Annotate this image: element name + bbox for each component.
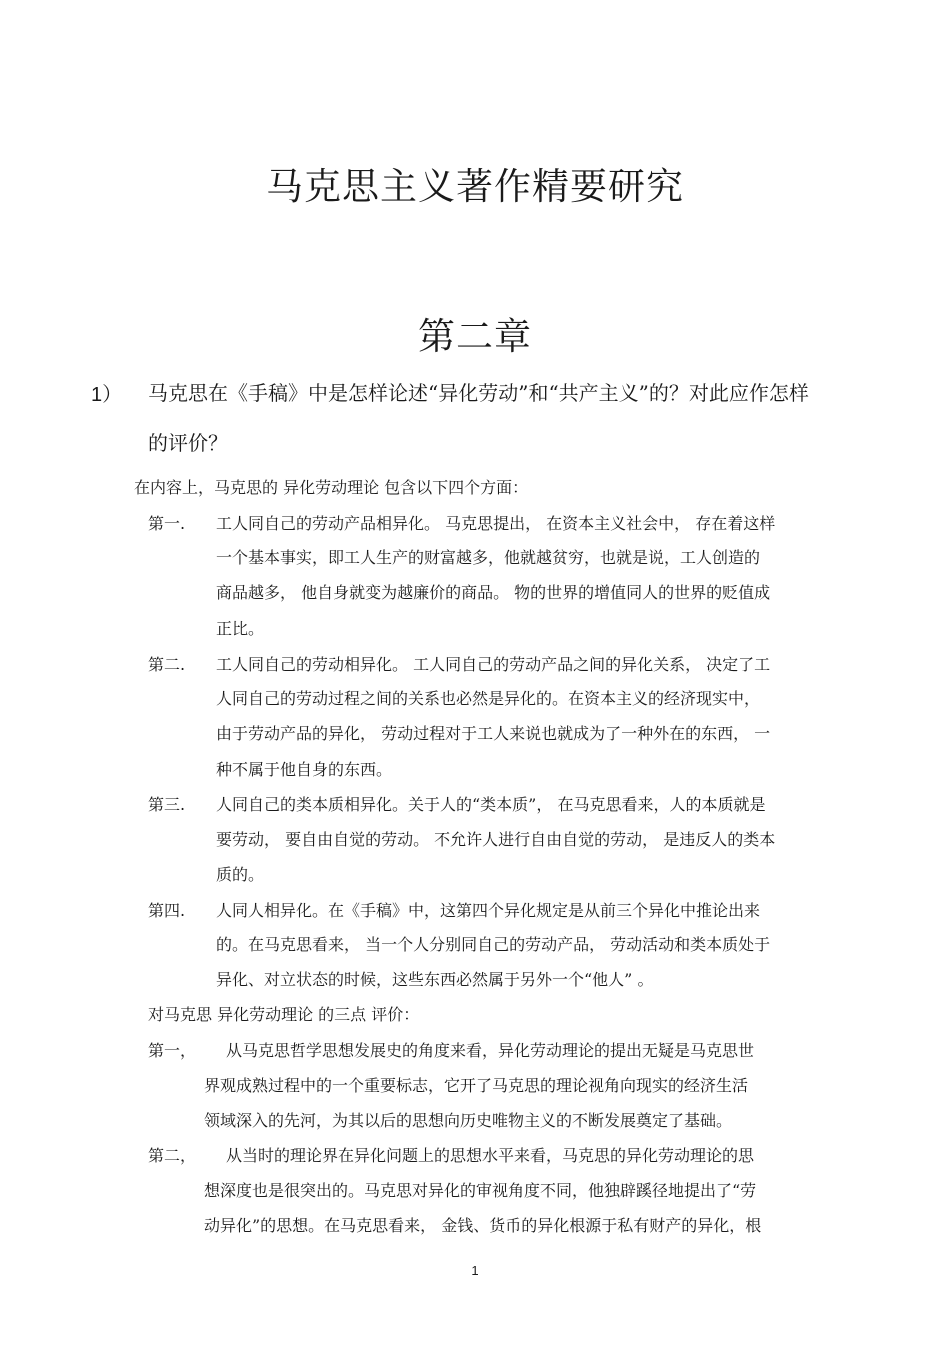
- aspect-label: 第三.: [148, 795, 186, 814]
- intro-text: 在内容上，马克思的 异化劳动理论 包含以下四个方面：: [134, 478, 529, 497]
- aspect-line: 人同人相异化。在《手稿》中，这第四个异化规定是从前三个异化中推论出来: [216, 901, 761, 920]
- aspect-line: 种不属于他自身的东西。: [216, 760, 393, 779]
- aspect-line: 一个基本事实，即工人生产的财富越多，他就越贫穷，也就是说，工人创造的: [216, 548, 761, 567]
- aspect-label: 第一.: [148, 514, 186, 533]
- aspect-line: 由于劳动产品的异化， 劳动过程对于工人来说也就成为了一种外在的东西， 一: [216, 724, 771, 743]
- question-line: 马克思在《手稿》中是怎样论述“异化劳动”和“共产主义”的？对此应作怎样: [148, 381, 809, 405]
- aspect-line: 人同自己的劳动过程之间的关系也必然是异化的。在资本主义的经济现实中，: [216, 689, 761, 708]
- aspect-label: 第二.: [148, 655, 186, 674]
- evaluation-line: 从马克思哲学思想发展史的角度来看，异化劳动理论的提出无疑是马克思世: [226, 1041, 755, 1060]
- evaluation-line: 动异化”的思想。在马克思看来， 金钱、货币的异化根源于私有财产的异化，根: [204, 1216, 762, 1235]
- evaluation-line: 想深度也是很突出的。马克思对异化的审视角度不同，他独辟蹊径地提出了“劳: [204, 1181, 757, 1200]
- aspect-line: 质的。: [216, 865, 265, 884]
- aspect-line: 异化、对立状态的时候，这些东西必然属于另外一个“他人” 。: [216, 970, 654, 989]
- chapter-heading: 第二章: [418, 315, 532, 358]
- evaluation-intro: 对马克思 异化劳动理论 的三点 评价：: [148, 1005, 420, 1024]
- question-line: 的评价？: [148, 431, 228, 455]
- aspect-line: 工人同自己的劳动产品相异化。 马克思提出， 在资本主义社会中， 存在着这样: [216, 514, 776, 533]
- evaluation-line: 领域深入的先河，为其以后的思想向历史唯物主义的不断发展奠定了基础。: [204, 1111, 733, 1130]
- aspect-line: 工人同自己的劳动相异化。 工人同自己的劳动产品之间的异化关系， 决定了工: [216, 655, 771, 674]
- evaluation-line: 界观成熟过程中的一个重要标志，它开了马克思的理论视角向现实的经济生活: [204, 1076, 749, 1095]
- aspect-line: 人同自己的类本质相异化。关于人的“类本质”， 在马克思看来，人的本质就是: [216, 795, 766, 814]
- page-number: 1: [471, 1263, 479, 1278]
- aspect-label: 第四.: [148, 901, 186, 920]
- evaluation-line: 从当时的理论界在异化问题上的思想水平来看，马克思的异化劳动理论的思: [226, 1146, 755, 1165]
- evaluation-label: 第一，: [148, 1041, 197, 1060]
- aspect-line: 要劳动， 要自由自觉的劳动。 不允许人进行自由自觉的劳动， 是违反人的类本: [216, 830, 776, 849]
- question-number: 1）: [91, 384, 123, 406]
- aspect-line: 的。在马克思看来， 当一个人分别同自己的劳动产品， 劳动活动和类本质处于: [216, 935, 771, 954]
- document-title: 马克思主义著作精要研究: [266, 165, 684, 208]
- aspect-line: 正比。: [216, 619, 265, 638]
- aspect-line: 商品越多， 他自身就变为越廉价的商品。 物的世界的增值同人的世界的贬值成: [216, 583, 771, 602]
- evaluation-label: 第二，: [148, 1146, 197, 1165]
